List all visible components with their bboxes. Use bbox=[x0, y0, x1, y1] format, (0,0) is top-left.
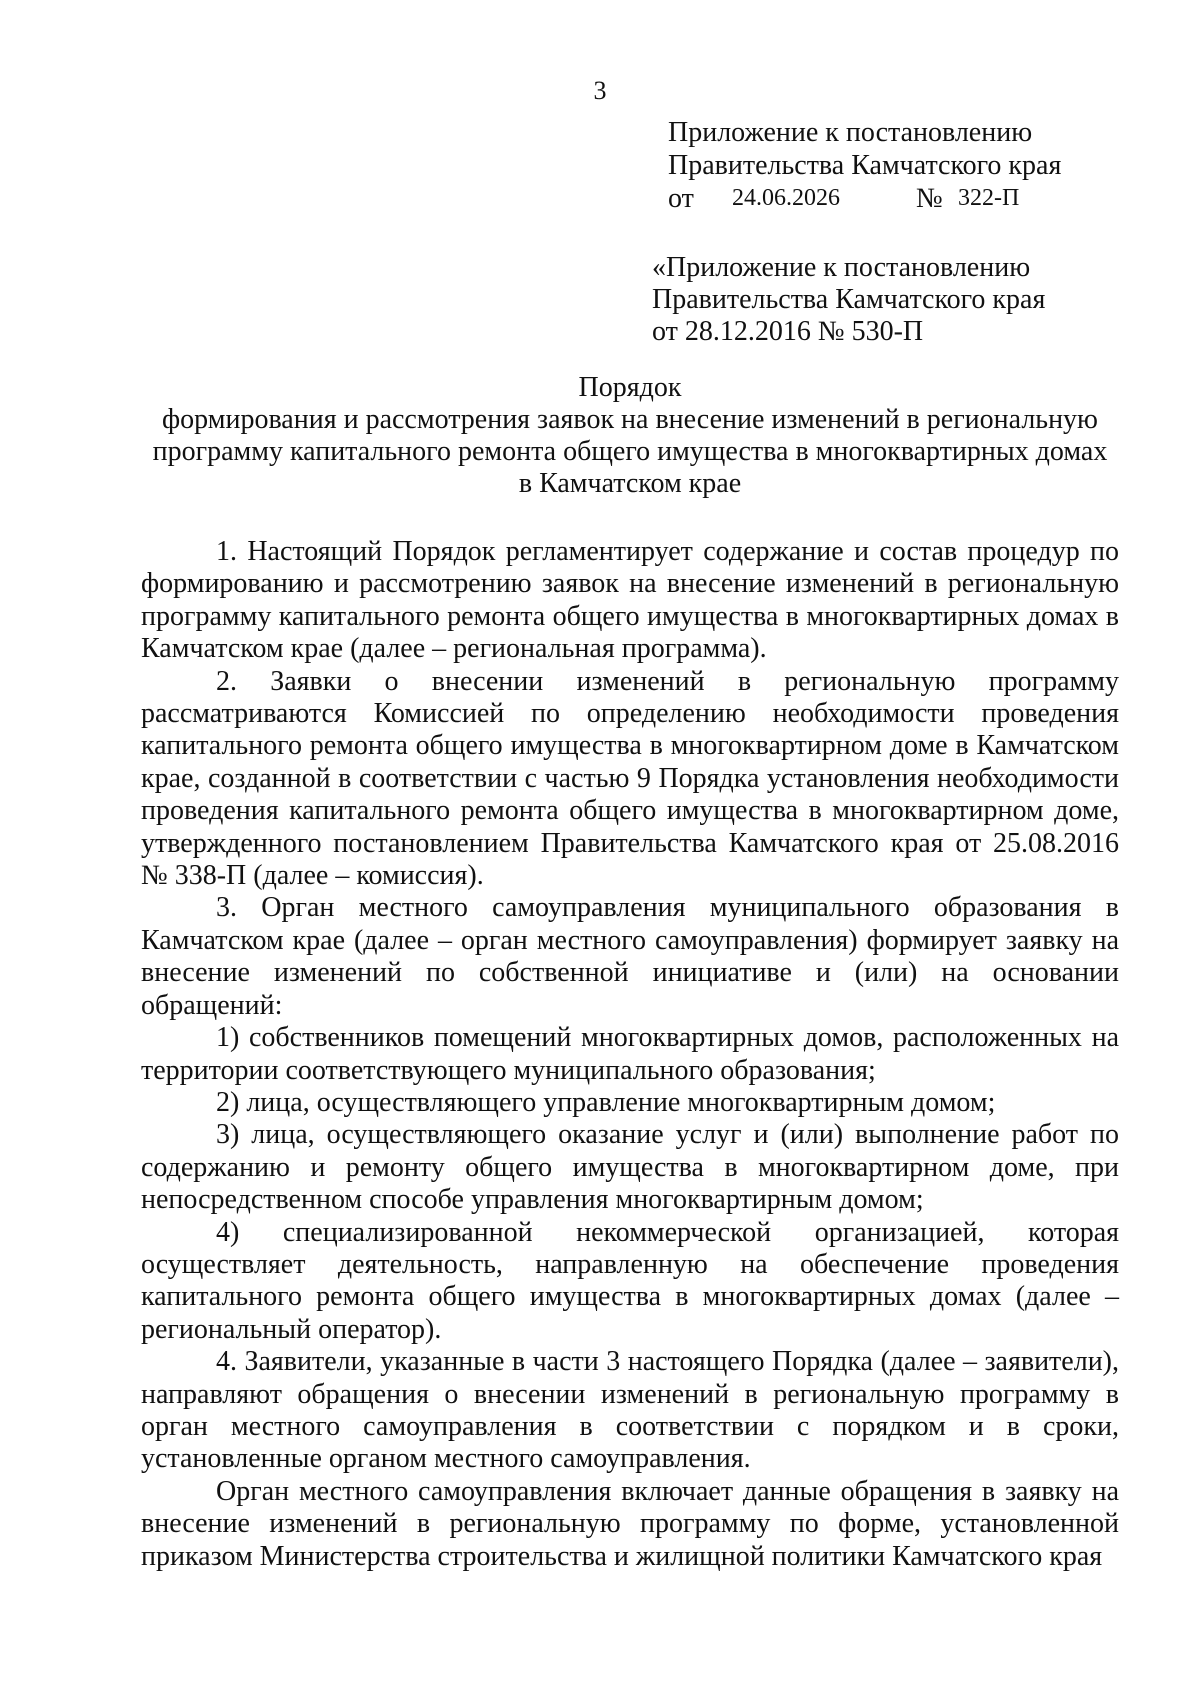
appendix-date: 24.06.2026 bbox=[732, 185, 840, 211]
paragraph: 3. Орган местного самоуправления муниципального образования в Камчатском крае (далее – орган местного самоуправления) формирует заявку на внесение изменений по собственной инициативе и (или) на основании обращений: bbox=[141, 892, 1119, 1021]
document-title bbox=[140, 372, 1120, 500]
title-line-4: в Камчатском крае bbox=[518, 468, 742, 499]
quoted-line-3: от 28.12.2016 № 530-П bbox=[652, 316, 924, 347]
quoted-line-2: Правительства Камчатского края bbox=[652, 284, 1046, 315]
title-line-1: Порядок bbox=[578, 372, 682, 403]
paragraph: Орган местного самоуправления включает данные обращения в заявку на внесение изменений в региональную программу по форме, установленной приказом Министерства строительства и жилищной политики Камчатского края bbox=[141, 1475, 1119, 1572]
paragraph: 3) лица, осуществляющего оказание услуг и (или) выполнение работ по содержанию и ремонту общего имущества в многоквартирном доме, при непосредственном способе управления многоквартирным домом; bbox=[141, 1119, 1119, 1216]
appendix-line-2: Правительства Камчатского края bbox=[668, 150, 1062, 181]
appendix-number-sign: № bbox=[916, 183, 943, 214]
page-number: 3 bbox=[593, 76, 607, 105]
title-line-3: программу капитального ремонта общего имущества в многоквартирных домах bbox=[152, 436, 1108, 467]
paragraph: 1) собственников помещений многоквартирных домов, расположенных на территории соответствующего муниципального образования; bbox=[141, 1022, 1119, 1086]
appendix-number: 322-П bbox=[958, 185, 1020, 211]
appendix-ot-label: от bbox=[668, 183, 694, 214]
paragraph: 2. Заявки о внесении изменений в региональную программу рассматриваются Комиссией по определению необходимости проведения капитального ремонта общего имущества в многоквартирном доме в Камчатском крае, созданной в соответствии с частью 9 Порядка установления необходимости проведения капитального ремонта общего имущества в многоквартирном доме, утвержденного постановлением Правительства Камчатского края от 25.08.2016 № 338-П (далее – комиссия). bbox=[141, 665, 1119, 892]
quoted-line-1: «Приложение к постановлению bbox=[652, 252, 1031, 283]
paragraph: 1. Настоящий Порядок регламентирует содержание и состав процедур по формированию и рассмотрению заявок на внесение изменений в региональную программу капитального ремонта общего имущества в многоквартирных домах в Камчатском крае (далее – региональная программа). bbox=[141, 536, 1119, 665]
appendix-date-number-row bbox=[668, 182, 1061, 215]
appendix-header bbox=[668, 116, 1061, 215]
paragraph: 2) лица, осуществляющего управление многоквартирным домом; bbox=[216, 1086, 996, 1118]
quoted-appendix-header bbox=[652, 252, 1045, 348]
paragraph: 4. Заявители, указанные в части 3 настоящего Порядка (далее – заявители), направляют обращения о внесении изменений в региональную программу в орган местного самоуправления в соответствии с порядком и в сроки, установленные органом местного самоуправления. bbox=[141, 1346, 1119, 1475]
appendix-line-1: Приложение к постановлению bbox=[668, 117, 1033, 148]
title-line-2: формирования и рассмотрения заявок на внесение изменений в региональную bbox=[162, 404, 1098, 435]
paragraph: 4) специализированной некоммерческой организацией, которая осуществляет деятельность, направленную на обеспечение проведения капитального ремонта общего имущества в многоквартирных домах (далее – региональный оператор). bbox=[141, 1216, 1119, 1345]
document-body bbox=[141, 536, 1119, 1573]
